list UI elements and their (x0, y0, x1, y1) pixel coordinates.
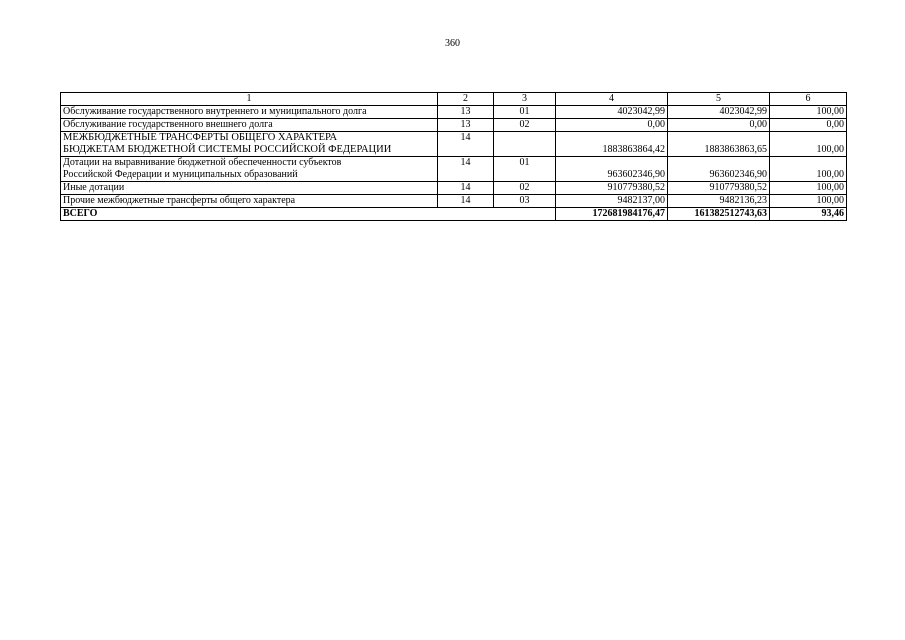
total-planned-amount: 172681984176,47 (556, 208, 668, 221)
planned-amount: 910779380,52 (556, 182, 668, 195)
section-code: 13 (438, 119, 494, 132)
subsection-code: 01 (494, 157, 556, 182)
row-label-line: Прочие межбюджетные трансферты общего характера (63, 195, 296, 206)
execution-percent: 100,00 (770, 106, 847, 119)
section-code: 13 (438, 106, 494, 119)
subsection-code: 02 (494, 182, 556, 195)
row-label (61, 119, 438, 132)
executed-amount: 4023042,99 (668, 106, 770, 119)
planned-amount: 1883863864,42 (556, 132, 668, 157)
column-header: 1 (61, 93, 438, 106)
row-label-line: МЕЖБЮДЖЕТНЫЕ ТРАНСФЕРТЫ ОБЩЕГО ХАРАКТЕРА (63, 132, 338, 143)
execution-percent: 100,00 (770, 132, 847, 157)
section-code: 14 (438, 157, 494, 182)
row-label (61, 157, 438, 182)
table-row (61, 182, 847, 195)
column-header: 6 (770, 93, 847, 106)
executed-amount: 9482136,23 (668, 195, 770, 208)
table-header-row (61, 93, 847, 106)
total-execution-percent: 93,46 (770, 208, 847, 221)
row-label (61, 132, 438, 157)
budget-table (60, 92, 847, 221)
column-header: 2 (438, 93, 494, 106)
planned-amount: 0,00 (556, 119, 668, 132)
row-label-line: Российской Федерации и муниципальных образований (63, 169, 298, 180)
row-label (61, 182, 438, 195)
execution-percent: 100,00 (770, 182, 847, 195)
section-code: 14 (438, 132, 494, 157)
execution-percent: 100,00 (770, 195, 847, 208)
row-label (61, 195, 438, 208)
planned-amount: 9482137,00 (556, 195, 668, 208)
planned-amount: 963602346,90 (556, 157, 668, 182)
table-row (61, 195, 847, 208)
row-label-line: Обслуживание государственного внешнего долга (63, 119, 273, 130)
executed-amount: 1883863863,65 (668, 132, 770, 157)
executed-amount: 963602346,90 (668, 157, 770, 182)
subsection-code (494, 132, 556, 157)
planned-amount: 4023042,99 (556, 106, 668, 119)
table-row (61, 106, 847, 119)
budget-table-body (61, 93, 847, 221)
column-header: 4 (556, 93, 668, 106)
row-label-line: Обслуживание государственного внутреннего и муниципального долга (63, 106, 367, 117)
row-label-line: Дотации на выравнивание бюджетной обеспеченности субъектов (63, 157, 342, 168)
column-header: 3 (494, 93, 556, 106)
row-label-line: БЮДЖЕТАМ БЮДЖЕТНОЙ СИСТЕМЫ РОССИЙСКОЙ ФЕДЕРАЦИИ (63, 144, 392, 155)
table-row (61, 132, 847, 157)
executed-amount: 910779380,52 (668, 182, 770, 195)
subsection-code: 02 (494, 119, 556, 132)
execution-percent: 100,00 (770, 157, 847, 182)
section-code: 14 (438, 182, 494, 195)
row-label (61, 106, 438, 119)
total-row (61, 208, 847, 221)
subsection-code: 01 (494, 106, 556, 119)
total-executed-amount: 161382512743,63 (668, 208, 770, 221)
table-row (61, 157, 847, 182)
table-row (61, 119, 847, 132)
subsection-code: 03 (494, 195, 556, 208)
total-label: ВСЕГО (61, 208, 556, 221)
row-label-line: Иные дотации (63, 182, 125, 193)
section-code: 14 (438, 195, 494, 208)
execution-percent: 0,00 (770, 119, 847, 132)
column-header: 5 (668, 93, 770, 106)
executed-amount: 0,00 (668, 119, 770, 132)
page-number: 360 (445, 38, 460, 49)
